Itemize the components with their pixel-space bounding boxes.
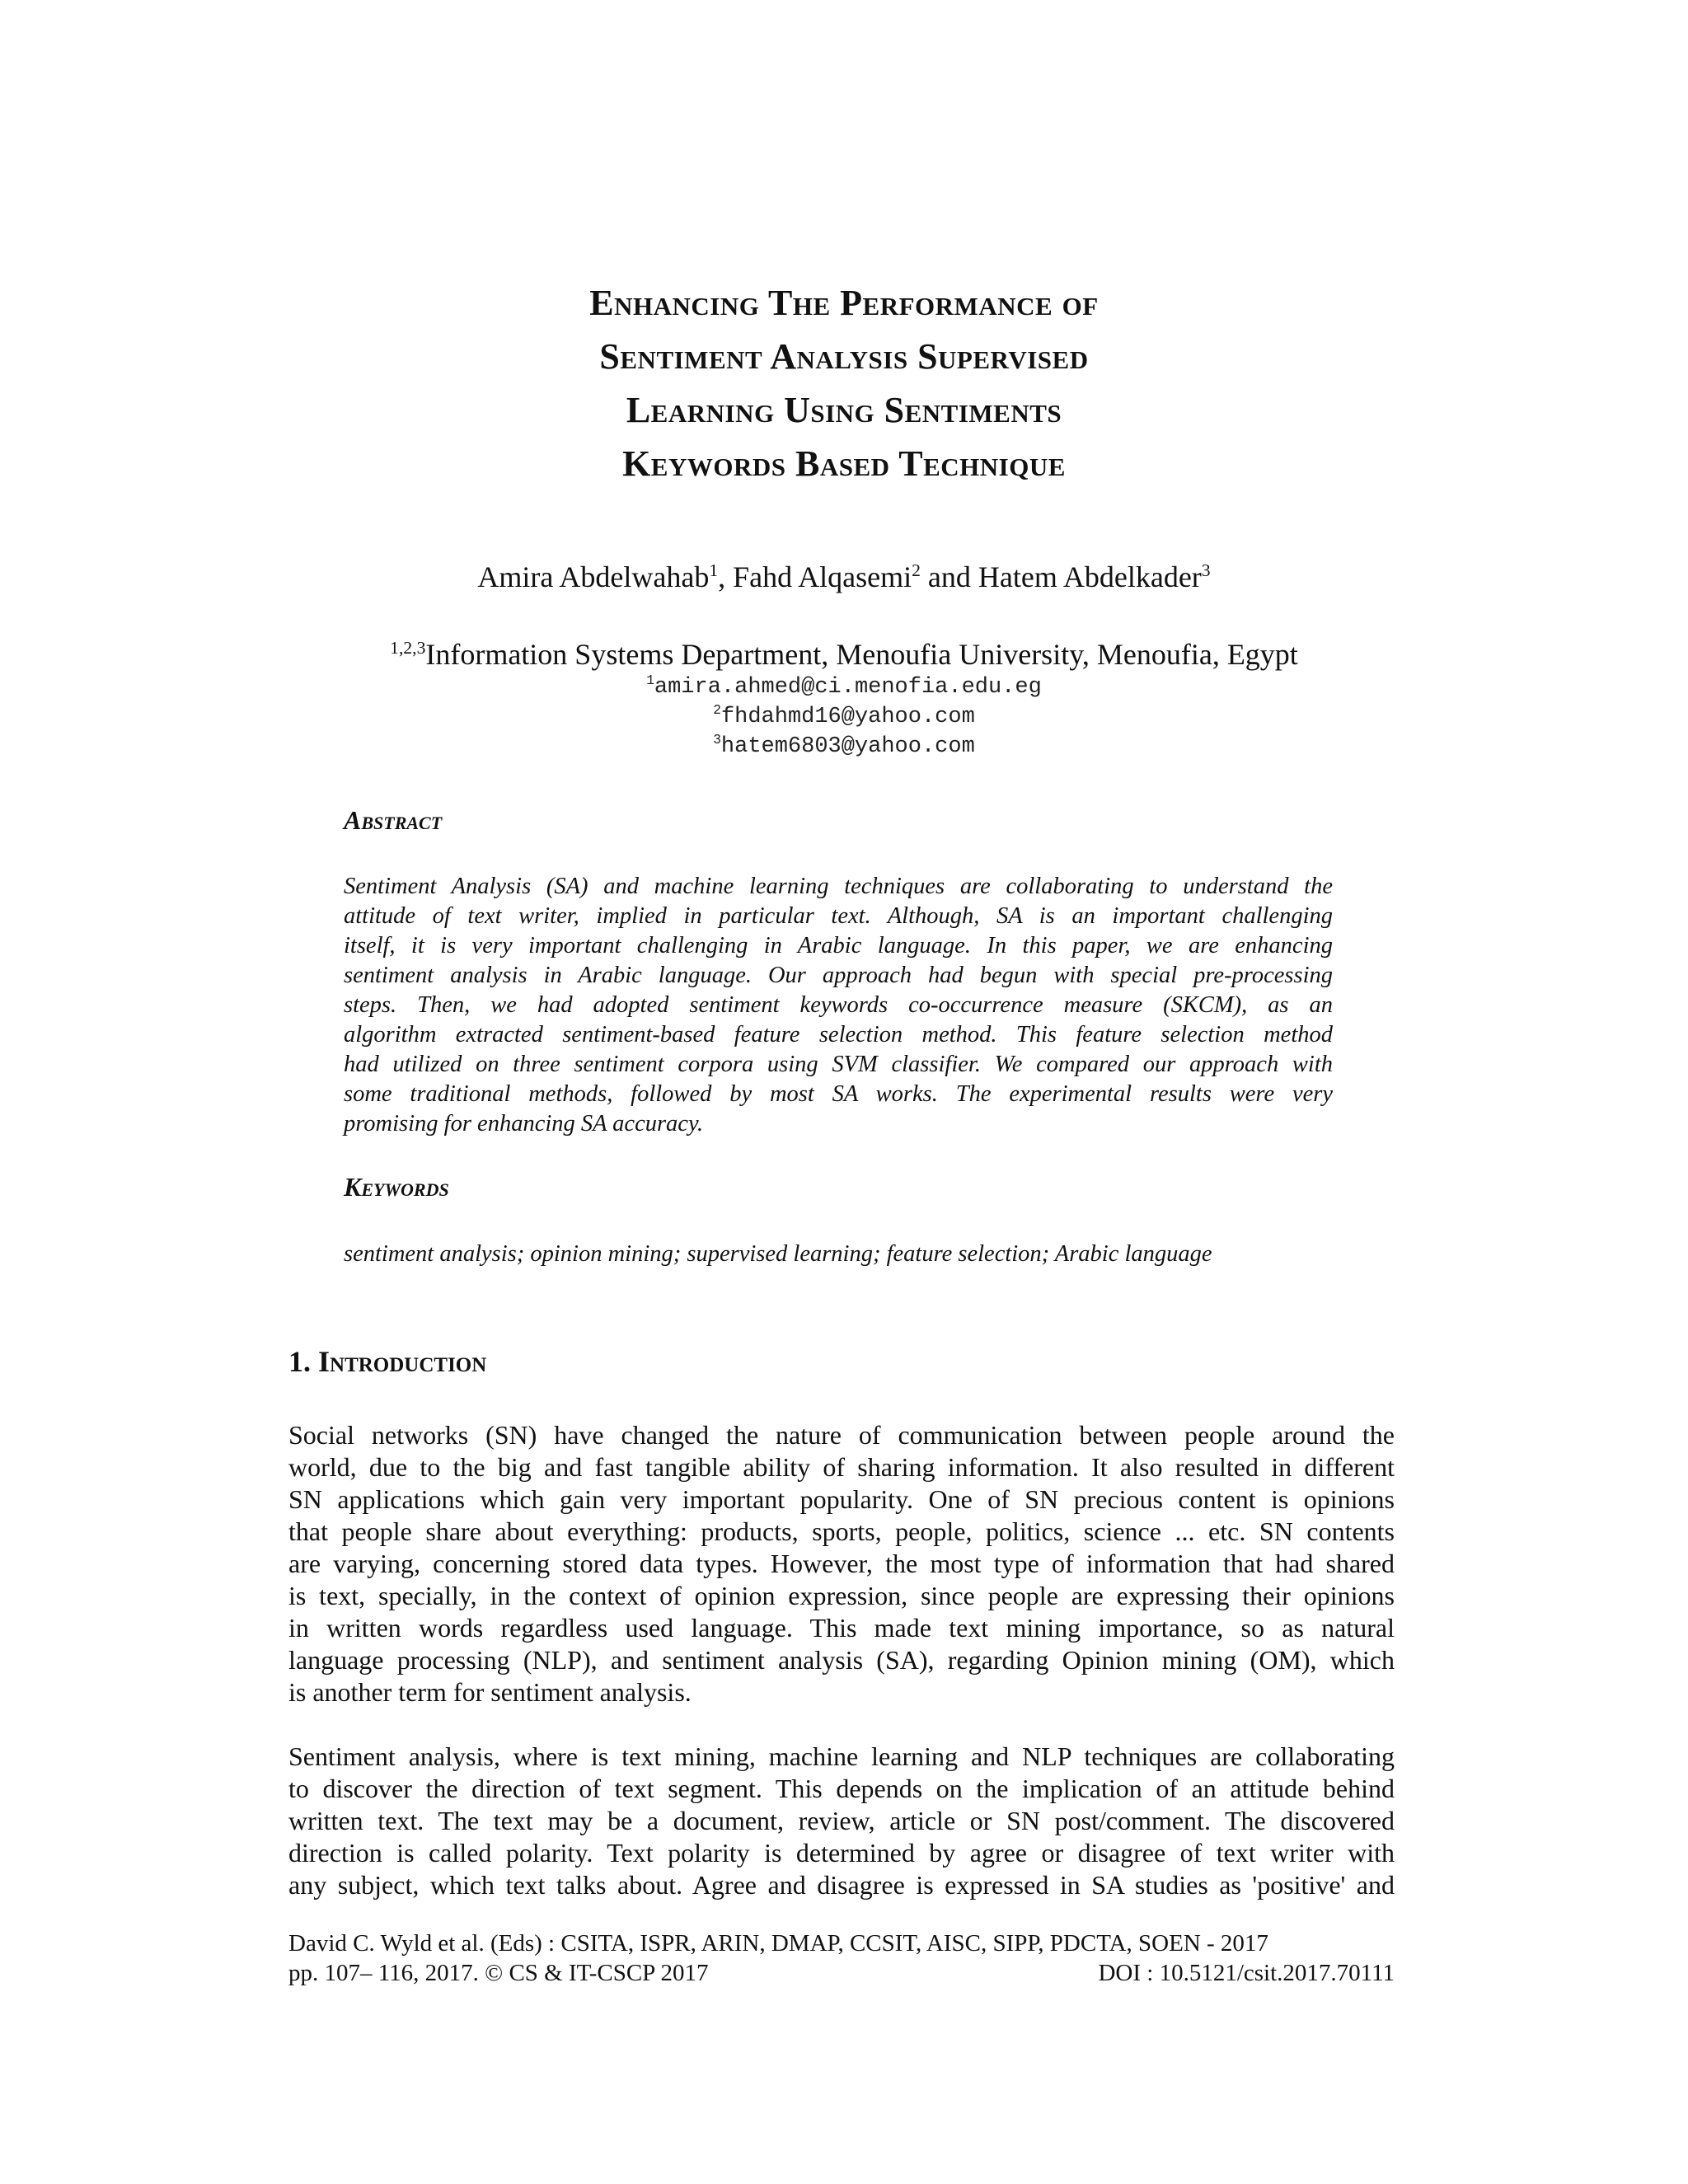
author-mark: 2	[912, 560, 921, 580]
intro-paragraph-2	[288, 1741, 1395, 1901]
author-mark: 3	[1201, 560, 1211, 580]
abstract-line: steps. Then, we had adopted sentiment keywords co-occurrence measure (SKCM), as an	[344, 992, 1333, 1018]
email-list	[288, 673, 1400, 762]
email-entry	[288, 702, 1400, 732]
title-line: Enhancing The Performance of	[589, 283, 1099, 323]
footer-doi: DOI : 10.5121/csit.2017.70111	[1098, 1960, 1395, 1986]
paragraph-line: world, due to the big and fast tangible ability of sharing information. It also resulted in different	[288, 1452, 1395, 1482]
paragraph-line: in written words regardless used language. This made text mining importance, so as natural	[288, 1613, 1395, 1643]
affiliation-text: Information Systems Department, Menoufia University, Menoufia, Egypt	[425, 638, 1298, 671]
abstract-line: algorithm extracted sentiment-based feature selection method. This feature selection method	[344, 1022, 1333, 1047]
email-mark: 2	[713, 703, 721, 718]
keywords-text: sentiment analysis; opinion mining; supervised learning; feature selection; Arabic language	[344, 1241, 1212, 1267]
paragraph-line: language processing (NLP), and sentiment analysis (SA), regarding Opinion mining (OM), which	[288, 1645, 1395, 1675]
author-name: Fahd Alqasemi	[733, 560, 912, 593]
email-entry	[288, 732, 1400, 762]
title-line: Keywords Based Technique	[622, 443, 1066, 484]
abstract-line: some traditional methods, followed by most SA works. The experimental results were very	[344, 1081, 1333, 1107]
abstract-heading: Abstract	[344, 805, 443, 835]
paragraph-line: that people share about everything: products, sports, people, politics, science ... etc. SN contents	[288, 1516, 1395, 1546]
abstract-line: sentiment analysis in Arabic language. Our approach had begun with special pre-processing	[344, 963, 1333, 988]
paragraph-line: are varying, concerning stored data types. However, the most type of information that had shared	[288, 1549, 1395, 1578]
author-name: Amira Abdelwahab	[477, 560, 710, 593]
title-line: Sentiment Analysis Supervised	[599, 336, 1089, 377]
footer-pages: pp. 107– 116, 2017. © CS & IT-CSCP 2017	[288, 1960, 709, 1986]
footer-proceedings: David C. Wyld et al. (Eds) : CSITA, ISPR, ARIN, DMAP, CCSIT, AISC, SIPP, PDCTA, SOEN - 2017	[288, 1930, 1268, 1957]
abstract-text	[344, 872, 1333, 1139]
page-footer	[288, 1929, 1395, 1988]
paragraph-line: Social networks (SN) have changed the nature of communication between people around the	[288, 1420, 1395, 1450]
paragraph-line: Sentiment analysis, where is text mining, machine learning and NLP techniques are collaborating	[288, 1741, 1395, 1771]
email-address: fhdahmd16@yahoo.com	[720, 705, 975, 729]
author-list	[288, 559, 1400, 595]
title-line: Learning Using Sentiments	[626, 390, 1062, 430]
email-mark: 1	[646, 673, 654, 688]
email-address: amira.ahmed@ci.menofia.edu.eg	[654, 675, 1042, 700]
keywords-heading: Keywords	[344, 1172, 449, 1202]
abstract-line: Sentiment Analysis (SA) and machine learning techniques are collaborating to understand the	[344, 874, 1333, 899]
author-name: Hatem Abdelkader	[978, 560, 1202, 593]
paper-title	[288, 276, 1400, 490]
email-address: hatem6803@yahoo.com	[720, 734, 975, 759]
intro-paragraph-1	[288, 1419, 1395, 1708]
abstract-line: had utilized on three sentiment corpora using SVM classifier. We compared our approach with	[344, 1052, 1333, 1077]
paragraph-line: direction is called polarity. Text polarity is determined by agree or disagree of text writer with	[288, 1838, 1395, 1868]
paragraph-line: is another term for sentiment analysis.	[288, 1677, 692, 1707]
paragraph-line: SN applications which gain very important popularity. One of SN precious content is opinions	[288, 1484, 1395, 1514]
paragraph-line: is text, specially, in the context of opinion expression, since people are expressing their opinions	[288, 1581, 1395, 1610]
paragraph-line: any subject, which text talks about. Agree and disagree is expressed in SA studies as 'positive' and	[288, 1870, 1395, 1900]
email-mark: 3	[713, 733, 721, 748]
author-separator: and	[920, 560, 978, 593]
author-separator: ,	[718, 560, 734, 593]
author-mark: 1	[709, 560, 719, 580]
abstract-line: attitude of text writer, implied in particular text. Although, SA is an important challenging	[344, 903, 1333, 929]
email-entry	[288, 673, 1400, 702]
paragraph-line: to discover the direction of text segment. This depends on the implication of an attitude behind	[288, 1774, 1395, 1803]
footer-line-2	[288, 1958, 1395, 1988]
affiliation-mark: 1,2,3	[390, 638, 426, 658]
abstract-line: itself, it is very important challenging in Arabic language. In this paper, we are enhancing	[344, 933, 1333, 958]
affiliation	[247, 636, 1441, 673]
section-number: 1.	[288, 1345, 318, 1378]
section-heading-introduction	[288, 1343, 486, 1380]
section-title: Introduction	[318, 1345, 487, 1378]
abstract-line: promising for enhancing SA accuracy.	[344, 1111, 704, 1137]
paragraph-line: written text. The text may be a document, review, article or SN post/comment. The discovered	[288, 1806, 1395, 1835]
